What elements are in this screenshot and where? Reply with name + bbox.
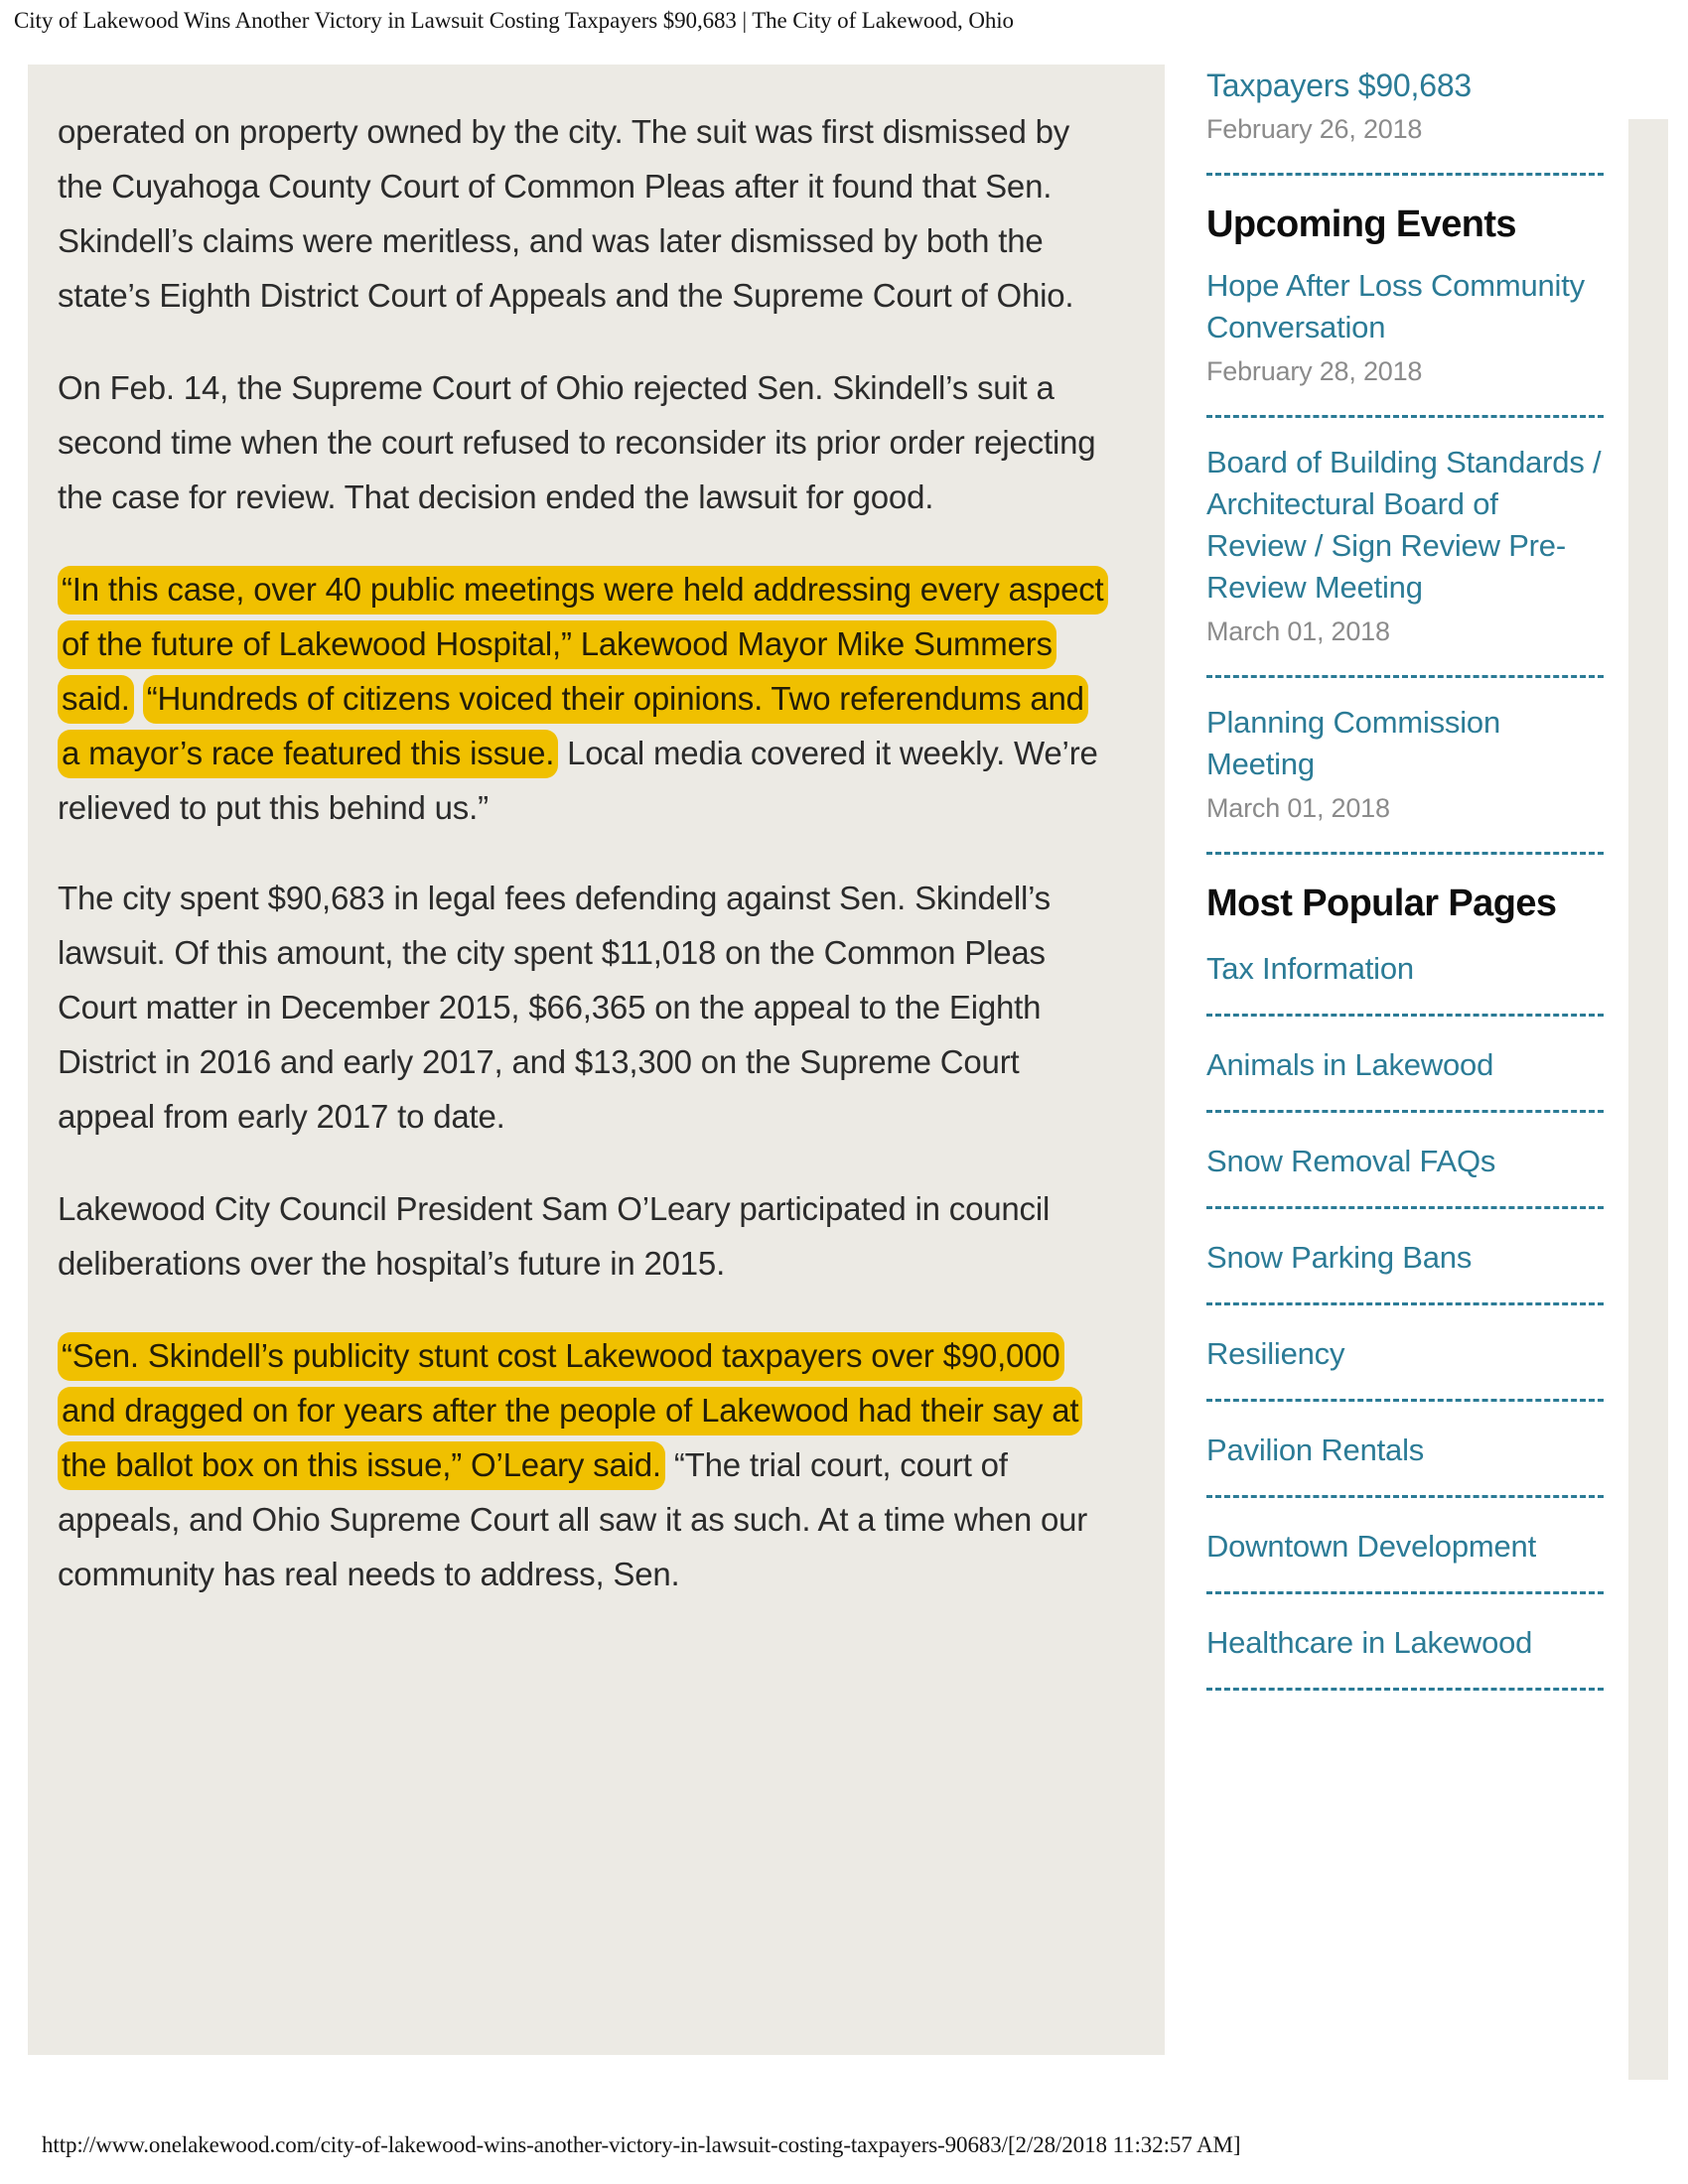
article-paragraph-3 [58,562,1105,835]
sidebar-popular-link-healthcare-in-lakewood[interactable]: Healthcare in Lakewood [1206,1625,1533,1660]
sidebar-divider [1206,1110,1604,1113]
sidebar-event-item [1206,702,1604,828]
sidebar-divider [1206,173,1604,176]
sidebar-popular-item [1206,1329,1604,1375]
sidebar-divider [1206,1302,1604,1305]
sidebar-divider [1206,675,1604,678]
sidebar-recent-post-date: February 26, 2018 [1206,114,1423,144]
footer-url: http://www.onelakewood.com/city-of-lakewood-wins-another-victory-in-lawsuit-costing-taxpayers-90683/[2/28/2018 11:32:57 AM] [42,2132,1241,2157]
article-paragraph-6 [58,1328,1105,1601]
sidebar-divider [1206,415,1604,418]
sidebar-event-item [1206,442,1604,651]
sidebar-popular-link-snow-removal-faqs[interactable]: Snow Removal FAQs [1206,1144,1496,1178]
sidebar-event-item [1206,265,1604,391]
sidebar-divider [1206,1591,1604,1594]
sidebar-divider [1206,1495,1604,1498]
highlight-mayor-quote-part2: “Hundreds of citizens voiced their opinions. Two referendums and a mayor’s race featured this issue. [58,675,1088,778]
sidebar-popular-item [1206,1040,1604,1086]
article-paragraph-5: Lakewood City Council President Sam O’Leary participated in council deliberations over the hospital’s future in 2015. [58,1190,1051,1282]
sidebar-popular-item [1206,1618,1604,1664]
article-paragraph-1: operated on property owned by the city. The suit was first dismissed by the Cuyahoga County Court of Common Pleas after it found that Sen. Skindell’s claims were meritless, and was later dismissed by both the state’s Eighth District Court of Appeals and the Supreme Court of Ohio. [58,113,1074,314]
sidebar-event-date: March 01, 2018 [1206,616,1390,646]
sidebar-heading-upcoming-events: Upcoming Events [1206,204,1516,245]
sidebar [1206,65,1604,1714]
sidebar-divider [1206,1206,1604,1209]
article-paragraph-4: The city spent $90,683 in legal fees defending against Sen. Skindell’s lawsuit. Of this amount, the city spent $11,018 on the Common Pleas Court matter in December 2015, $66,365 on the appeal to the Eighth District in 2016 and early 2017, and $13,300 on the Supreme Court appeal from early 2017 to date. [58,880,1051,1135]
sidebar-popular-item [1206,1137,1604,1182]
sidebar-divider [1206,1399,1604,1402]
sidebar-event-link-planning-commission-meeting[interactable]: Planning Commission Meeting [1206,705,1500,781]
sidebar-heading-most-popular-pages: Most Popular Pages [1206,883,1557,924]
sidebar-recent-post-link[interactable]: Taxpayers $90,683 [1206,68,1473,103]
sidebar-event-date: March 01, 2018 [1206,793,1390,823]
right-gutter-strip [1628,119,1668,2080]
sidebar-popular-link-downtown-development[interactable]: Downtown Development [1206,1529,1537,1564]
article-paragraph-3-tail: Local media covered it weekly. We’re relieved to put this behind us.” [58,735,1098,826]
highlight-oleary-quote: “Sen. Skindell’s publicity stunt cost Lakewood taxpayers over $90,000 and dragged on for years after the people of Lakewood had their say at the ballot box on this issue,” O’Leary said. [58,1332,1082,1490]
sidebar-popular-link-resiliency[interactable]: Resiliency [1206,1336,1345,1371]
article-body [28,65,1165,2055]
sidebar-popular-item [1206,1522,1604,1568]
article-paragraph-6-tail: “The trial court, court of appeals, and Ohio Supreme Court all saw it as such. At a time when our community has real needs to address, Sen. [58,1446,1088,1592]
sidebar-popular-link-animals-in-lakewood[interactable]: Animals in Lakewood [1206,1047,1494,1082]
article-paragraph-2: On Feb. 14, the Supreme Court of Ohio rejected Sen. Skindell’s suit a second time when the court refused to reconsider its prior order rejecting the case for review. That decision ended the lawsuit for good. [58,369,1096,515]
sidebar-divider [1206,1688,1604,1691]
sidebar-popular-item [1206,944,1604,990]
highlight-mayor-quote-part1: “In this case, over 40 public meetings were held addressing every aspect of the future of Lakewood Hospital,” Lakewood Mayor Mike Summers said. [58,566,1108,724]
sidebar-event-link-hope-after-loss[interactable]: Hope After Loss Community Conversation [1206,268,1585,344]
sidebar-divider [1206,1014,1604,1017]
sidebar-divider [1206,852,1604,855]
sidebar-event-date: February 28, 2018 [1206,356,1423,386]
sidebar-event-link-board-of-building-standards[interactable]: Board of Building Standards / Architectural Board of Review / Sign Review Pre-Review Meeting [1206,445,1602,605]
sidebar-popular-link-snow-parking-bans[interactable]: Snow Parking Bans [1206,1240,1473,1275]
page-canvas [0,55,1688,2080]
sidebar-popular-item [1206,1233,1604,1279]
sidebar-popular-item [1206,1426,1604,1471]
sidebar-popular-link-tax-information[interactable]: Tax Information [1206,951,1414,986]
sidebar-popular-link-pavilion-rentals[interactable]: Pavilion Rentals [1206,1433,1425,1467]
print-header-title: City of Lakewood Wins Another Victory in Lawsuit Costing Taxpayers $90,683 | The City of Lakewood, Ohio [14,8,1014,33]
sidebar-recent-post [1206,65,1604,149]
